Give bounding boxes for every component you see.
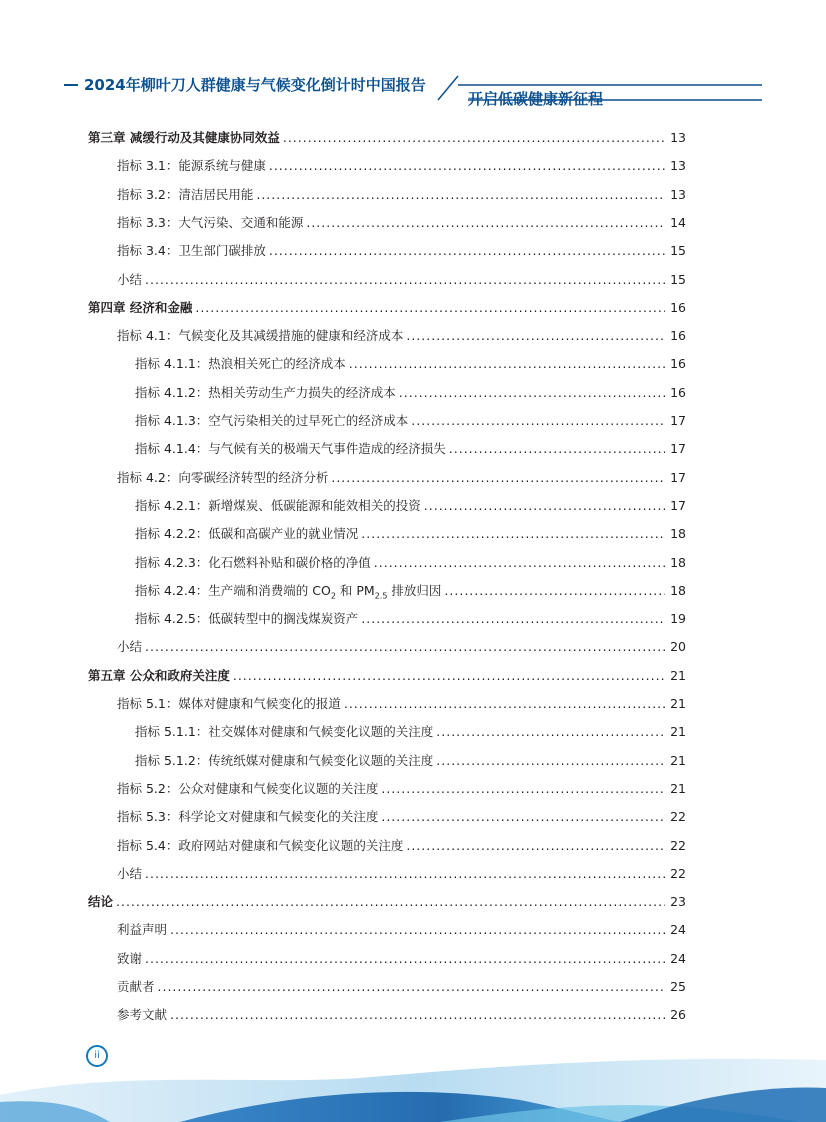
toc-page-number: 17 <box>670 469 686 485</box>
toc-page-number: 13 <box>670 130 686 145</box>
toc-page-number: 15 <box>670 271 686 287</box>
toc-page-number: 18 <box>670 582 686 598</box>
toc-entry-label <box>88 666 230 686</box>
toc-entry-text: 第五章 公众和政府关注度 <box>88 667 230 683</box>
toc-page-number: 22 <box>670 809 686 825</box>
toc-page-number: 16 <box>670 356 686 372</box>
toc-entry-text: 小结 <box>117 639 143 655</box>
toc-entry[interactable] <box>135 751 686 771</box>
toc-entry[interactable] <box>117 694 686 714</box>
dot-leader <box>361 609 665 629</box>
toc-entry[interactable] <box>117 185 686 205</box>
toc-entry[interactable] <box>135 411 686 431</box>
toc-entry-label <box>117 779 378 799</box>
toc-entry[interactable] <box>135 581 686 601</box>
dot-leader <box>406 836 665 856</box>
toc-page-number: 26 <box>670 1007 686 1023</box>
toc-page-number: 21 <box>670 724 686 740</box>
dot-leader <box>411 411 665 431</box>
toc-entry[interactable] <box>117 920 686 940</box>
dot-leader <box>195 298 665 318</box>
toc-entry-text: 指标 4.1：气候变化及其减缓措施的健康和经济成本 <box>117 328 404 344</box>
toc-entry[interactable] <box>117 213 686 233</box>
toc-page-number: 22 <box>670 837 686 853</box>
dot-leader <box>344 694 665 714</box>
toc-entry-text: 排放归因 <box>387 582 442 598</box>
toc-entry-text: 贡献者 <box>117 979 155 994</box>
toc-entry-text: 结论 <box>88 894 114 910</box>
toc-entry[interactable] <box>117 156 686 176</box>
toc-entry[interactable] <box>117 326 686 346</box>
toc-entry-label <box>117 156 266 176</box>
toc-page-number: 20 <box>670 639 686 655</box>
toc-entry-text: 指标 3.2：清洁居民用能 <box>117 186 254 202</box>
toc-entry-label <box>117 949 142 969</box>
toc-entry-label <box>117 864 142 884</box>
dot-leader <box>449 439 665 459</box>
dot-leader <box>170 920 665 940</box>
dot-leader <box>116 892 665 912</box>
toc-entry-label <box>135 439 446 459</box>
toc-entry[interactable] <box>117 637 686 657</box>
toc-entry[interactable] <box>117 977 686 997</box>
toc-entry[interactable] <box>88 892 686 912</box>
toc-entry[interactable] <box>135 354 686 374</box>
dot-leader <box>331 468 665 488</box>
toc-entry-label <box>117 807 378 827</box>
dot-leader <box>158 977 665 997</box>
toc-entry[interactable] <box>117 949 686 969</box>
toc-page-number: 13 <box>670 186 686 202</box>
dot-leader <box>145 637 665 657</box>
toc-entry-text: 第三章 减缓行动及其健康协同效益 <box>88 130 280 145</box>
toc-entry-text: 和 PM <box>335 582 375 598</box>
toc-page-number: 14 <box>670 214 686 230</box>
toc-entry-label <box>117 920 167 940</box>
dot-leader <box>436 751 665 771</box>
dot-leader <box>233 666 665 686</box>
toc-entry-text: 小结 <box>117 865 143 881</box>
toc-entry[interactable] <box>135 524 686 544</box>
toc-entry-text: 指标 4.2：向零碳经济转型的经济分析 <box>117 469 329 485</box>
toc-entry-label <box>117 694 341 714</box>
toc-entry-text: 指标 5.1：媒体对健康和气候变化的报道 <box>117 696 341 711</box>
toc-page-number: 18 <box>670 554 686 570</box>
toc-entry-label <box>117 326 403 346</box>
toc-page-number: 24 <box>670 922 686 938</box>
toc-entry-text: 指标 3.4：卫生部门碳排放 <box>117 243 266 259</box>
toc-entry-text: 第四章 经济和金融 <box>88 299 193 315</box>
toc-entry-text: 指标 5.2：公众对健康和气候变化议题的关注度 <box>117 780 379 796</box>
toc-entry[interactable] <box>117 779 686 799</box>
dot-leader <box>170 1005 665 1025</box>
dot-leader <box>436 722 665 742</box>
toc-entry-label <box>135 722 433 742</box>
toc-page-number: 24 <box>670 950 686 966</box>
toc-entry[interactable] <box>135 383 686 403</box>
subscript: 2 <box>330 591 336 601</box>
dot-leader <box>269 241 665 261</box>
toc-entry[interactable] <box>135 496 686 516</box>
toc-entry[interactable] <box>117 1005 686 1025</box>
toc-entry-label <box>135 354 346 374</box>
toc-entry[interactable] <box>135 609 686 629</box>
toc-entry-label <box>135 581 441 601</box>
toc-entry-label <box>117 836 403 856</box>
dot-leader <box>381 807 665 827</box>
toc-entry-label <box>135 751 433 771</box>
toc-entry[interactable] <box>88 666 686 686</box>
dot-leader <box>361 524 665 544</box>
toc-entry-text: 指标 5.4：政府网站对健康和气候变化议题的关注度 <box>117 837 404 853</box>
toc-page-number: 18 <box>670 526 686 542</box>
toc-entry[interactable] <box>117 836 686 856</box>
toc-page-number: 16 <box>670 384 686 400</box>
toc-entry-label <box>117 1005 167 1025</box>
toc-entry-text: 指标 5.3：科学论文对健康和气候变化的关注度 <box>117 809 379 825</box>
toc-entry-label <box>88 128 280 148</box>
toc-entry-text: 小结 <box>117 271 143 287</box>
toc-entry-text: 指标 4.2.4：生产端和消费端的 CO <box>135 582 331 598</box>
subscript: 2.5 <box>374 591 388 601</box>
toc-entry-text: 指标 4.1.1：热浪相关死亡的经济成本 <box>135 356 346 372</box>
toc-entry-label <box>88 298 192 318</box>
toc-entry[interactable] <box>135 439 686 459</box>
footer-wave-decoration <box>0 1040 826 1122</box>
toc-entry[interactable] <box>135 722 686 742</box>
toc-entry-label <box>117 977 155 997</box>
toc-entry-label <box>135 383 396 403</box>
dot-leader <box>283 128 665 148</box>
dot-leader <box>349 354 665 374</box>
dot-leader <box>145 270 665 290</box>
toc-page-number: 23 <box>670 894 686 910</box>
toc-entry-label <box>117 468 328 488</box>
toc-entry[interactable] <box>117 807 686 827</box>
toc-page-number: 17 <box>670 413 686 428</box>
page-header <box>0 0 826 110</box>
dot-leader <box>444 581 665 601</box>
dot-leader <box>145 864 665 884</box>
dot-leader <box>374 553 665 573</box>
dot-leader <box>256 185 665 205</box>
toc-entry-text: 指标 5.1.1：社交媒体对健康和气候变化议题的关注度 <box>135 724 434 740</box>
toc-entry[interactable] <box>117 270 686 290</box>
toc-entry-label <box>117 185 253 205</box>
toc-page-number: 22 <box>670 865 686 881</box>
toc-page-number: 21 <box>670 752 686 768</box>
toc-entry-text: 参考文献 <box>117 1007 168 1023</box>
toc-page-number: 17 <box>670 497 686 513</box>
toc-entry-label <box>135 609 358 629</box>
toc-entry[interactable] <box>88 128 686 148</box>
dot-leader <box>306 213 665 233</box>
toc-entry-text: 致谢 <box>117 950 143 966</box>
toc-page-number: 21 <box>670 667 686 683</box>
report-subtitle: 开启低碳健康新征程 <box>468 90 604 108</box>
dot-leader <box>145 949 665 969</box>
toc-entry-label <box>117 270 142 290</box>
toc-entry-label <box>117 213 303 233</box>
toc-entry[interactable] <box>88 298 686 318</box>
toc-entry-label <box>135 411 408 431</box>
toc-entry-label <box>135 496 421 516</box>
toc-entry-text: 指标 3.3：大气污染、交通和能源 <box>117 214 304 230</box>
toc-entry-text: 指标 4.1.4：与气候有关的极端天气事件造成的经济损失 <box>135 441 446 457</box>
toc-entry-label <box>135 524 358 544</box>
toc-entry-label <box>117 637 142 657</box>
toc-page-number: 13 <box>670 158 686 174</box>
toc-entry[interactable] <box>135 553 686 573</box>
toc-entry-text: 指标 3.1：能源系统与健康 <box>117 158 266 174</box>
report-title: 2024年柳叶刀人群健康与气候变化倒计时中国报告 <box>84 76 426 94</box>
toc-page-number: 19 <box>670 611 686 627</box>
toc-page-number: 17 <box>670 441 686 457</box>
toc-entry[interactable] <box>117 241 686 261</box>
dot-leader <box>269 156 665 176</box>
toc-entry-label <box>135 553 371 573</box>
toc-entry-text: 指标 4.1.2：热相关劳动生产力损失的经济成本 <box>135 384 396 400</box>
toc-entry-text: 利益声明 <box>117 922 168 938</box>
dot-leader <box>406 326 665 346</box>
toc-entry-text: 指标 5.1.2：传统纸媒对健康和气候变化议题的关注度 <box>135 752 434 768</box>
toc-entry-label <box>88 892 113 912</box>
toc-entry-text: 指标 4.2.3：化石燃料补贴和碳价格的净值 <box>135 554 371 570</box>
toc-page-number: 21 <box>670 696 686 711</box>
dot-leader <box>381 779 665 799</box>
toc-entry[interactable] <box>117 468 686 488</box>
toc-entry[interactable] <box>117 864 686 884</box>
toc-entry-text: 指标 4.2.1：新增煤炭、低碳能源和能效相关的投资 <box>135 497 421 513</box>
dot-leader <box>399 383 665 403</box>
toc-entry-text: 指标 4.2.5：低碳转型中的搁浅煤炭资产 <box>135 611 359 627</box>
toc-entry-label <box>117 241 266 261</box>
toc-page-number: 21 <box>670 780 686 796</box>
toc-page-number: 25 <box>670 979 686 994</box>
toc-page-number: 16 <box>670 299 686 315</box>
toc-entry-text: 指标 4.2.2：低碳和高碳产业的就业情况 <box>135 526 359 542</box>
toc-entry-text: 指标 4.1.3：空气污染相关的过早死亡的经济成本 <box>135 413 409 428</box>
dot-leader <box>424 496 665 516</box>
toc-page-number: 15 <box>670 243 686 259</box>
toc-page-number: 16 <box>670 328 686 344</box>
page-number: ii <box>86 1045 108 1067</box>
